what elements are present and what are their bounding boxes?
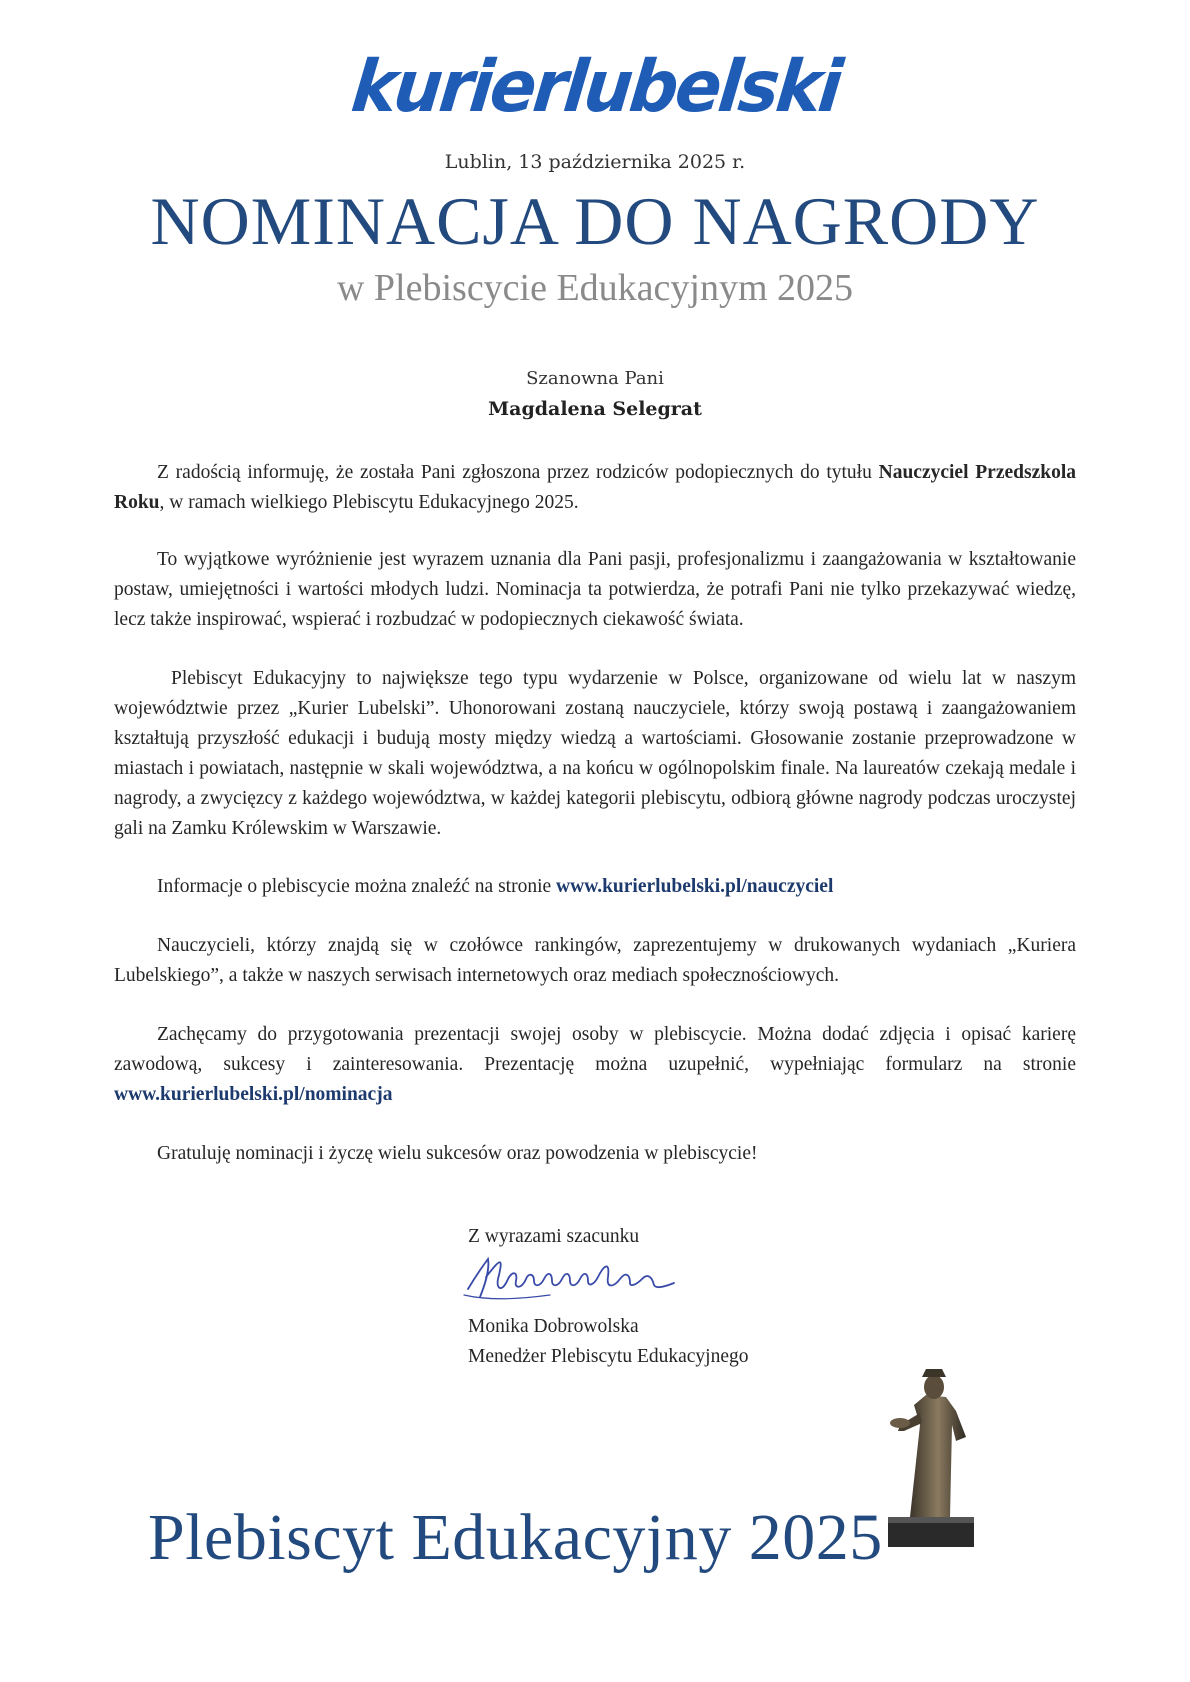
paragraph-congratulations: [114, 1139, 1076, 1169]
paragraph-distinction: [114, 545, 1076, 635]
salutation: Szanowna Pani: [526, 368, 664, 389]
p4-text: Informacje o plebiscycie można znaleźć na stronie: [157, 876, 557, 897]
logo-wordmark: kurierlubelski: [347, 46, 843, 129]
p2-text: To wyjątkowe wyróżnienie jest wyrazem uznania dla Pani pasji, profesjonalizmu i zaangażowania w kształtowanie postaw, umiejętności i wartości młodych ludzi. Nominacja ta potwierdza, że potrafi Pani nie tylko przekazywać wiedzę, lecz także inspirować, wspierać i rozbudzać w podopiecznych ciekawość świata.: [114, 549, 1076, 630]
teacher-statuette-image: [870, 1365, 1010, 1555]
paragraph-info-link: [114, 872, 1076, 902]
paragraph-plebiscite-info: [114, 664, 1076, 844]
kurier-lubelski-logo: [0, 48, 1190, 128]
paragraph-nomination: [114, 458, 1076, 518]
category-title: Nauczyciel Przedszkola Roku: [114, 462, 1076, 513]
handwritten-signature: [460, 1249, 700, 1311]
signer-block: [468, 1312, 749, 1372]
page-subtitle: w Plebiscycie Edukacyjnym 2025: [336, 267, 854, 309]
p3-text: Plebiscyt Edukacyjny to największe tego typu wydarzenie w Polsce, organizowane od wielu lat w naszym województwie przez „Kurier Lubelski”. Uhonorowani zostaną nauczyciele, którzy swoją postawą i zaangażowaniem kształtują przyszłość edukacji i budują mosty między wiedzą a wartościami. Głosowanie zostanie przeprowadzone w miastach i powiatach, następnie w skali województwa, a na końcu w ogólnopolskim finale. Na laureatów czekają medale i nagrody, a zwycięzcy z każdego województwa, w każdej kategorii plebiscytu, odbiorą główne nagrody podczas uroczystej gali na Zamku Królewskim w Warszawie.: [114, 668, 1076, 839]
paragraph-presentation: [114, 1020, 1076, 1110]
footer-title: Plebiscyt Edukacyjny 2025: [148, 1501, 883, 1574]
closing-phrase: Z wyrazami szacunku: [468, 1226, 640, 1247]
page-title: NOMINACJA DO NAGRODY: [150, 183, 1040, 259]
recipient-name: Magdalena Selegrat: [488, 398, 702, 420]
p7-text: Gratuluję nominacji i życzę wielu sukcesów oraz powodzenia w plebiscycie!: [157, 1143, 758, 1164]
nominacja-link[interactable]: www.kurierlubelski.pl/nominacja: [114, 1084, 393, 1105]
p1-text-end: , w ramach wielkiego Plebiscytu Edukacyjnego 2025.: [159, 492, 579, 513]
p1-text: Z radością informuję, że została Pani zgłoszona przez rodziców podopiecznych do tytułu: [157, 462, 879, 483]
p6-text: Zachęcamy do przygotowania prezentacji swojej osoby w plebiscycie. Można dodać zdjęcia i opisać karierę zawodową, sukcesy i zainteresowania. Prezentację można uzupełnić, wypełniając formularz na stronie: [114, 1024, 1076, 1075]
nauczyciel-link[interactable]: www.kurierlubelski.pl/nauczyciel: [556, 876, 834, 897]
letter-date: Lublin, 13 października 2025 r.: [444, 151, 746, 173]
signer-name: Monika Dobrowolska: [468, 1316, 639, 1337]
p5-text: Nauczycieli, którzy znajdą się w czołówce rankingów, zaprezentujemy w drukowanych wydaniach „Kuriera Lubelskiego”, a także w naszych serwisach internetowych oraz mediach społecznościowych.: [114, 935, 1076, 986]
signer-role: Menedżer Plebiscytu Edukacyjnego: [468, 1346, 749, 1367]
paragraph-rankings: [114, 931, 1076, 991]
